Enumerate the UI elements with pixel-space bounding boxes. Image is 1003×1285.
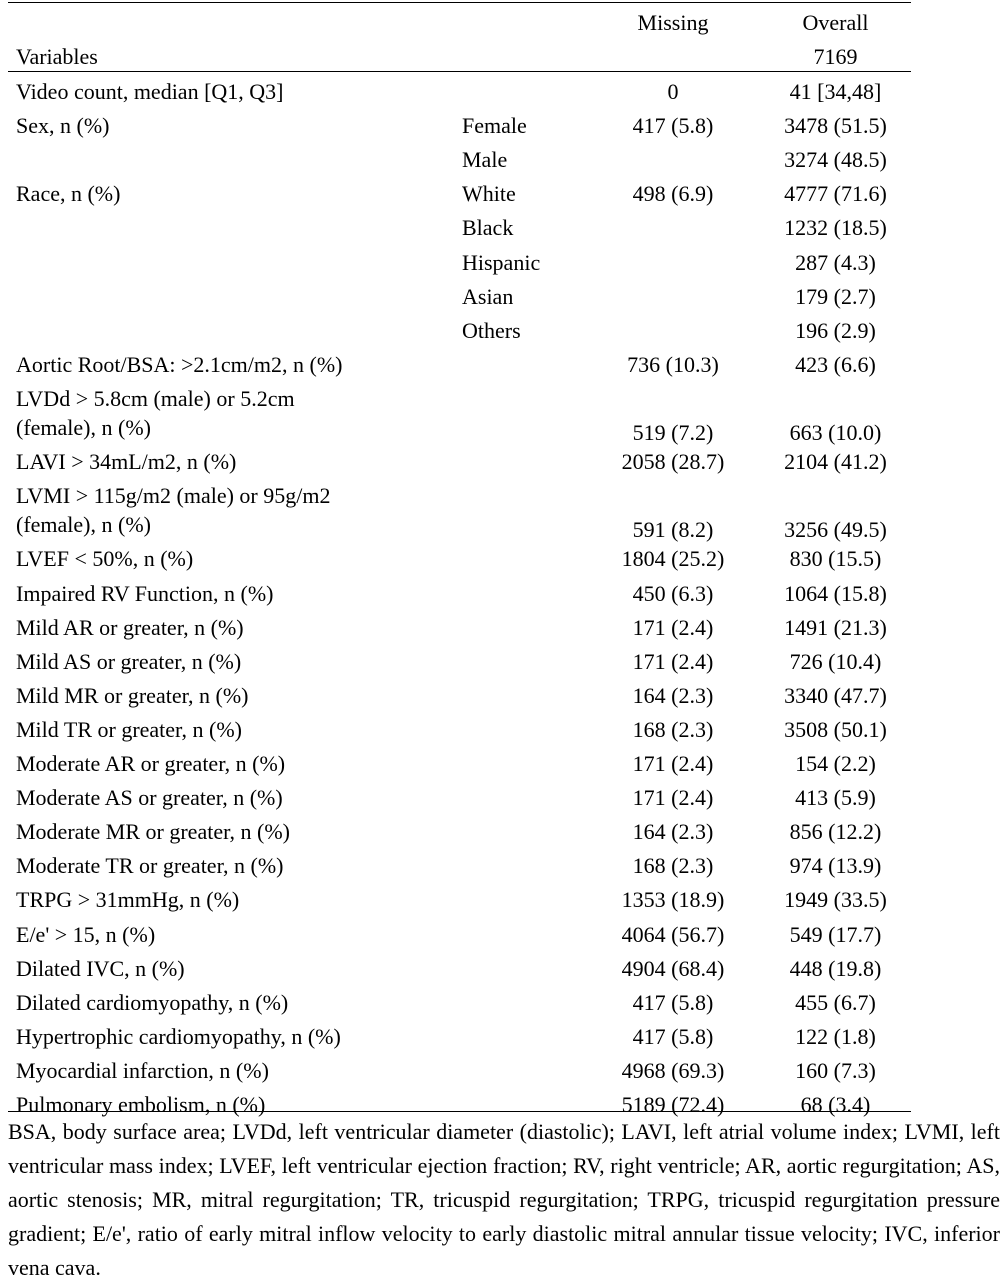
missing-cell: 417 (5.8) xyxy=(632,1023,714,1049)
missing-cell: 1804 (25.2) xyxy=(621,546,725,572)
overall-cell: 68 (3.4) xyxy=(800,1092,871,1117)
variable-cell: Moderate AS or greater, n (%) xyxy=(16,785,283,811)
level-cell: Asian xyxy=(462,283,514,309)
variable-cell: E/e' > 15, n (%) xyxy=(16,921,156,947)
overall-cell: 122 (1.8) xyxy=(795,1023,876,1049)
overall-cell: 287 (4.3) xyxy=(795,249,876,275)
missing-cell: 417 (5.8) xyxy=(632,989,714,1015)
variable-cell: Hypertrophic cardiomyopathy, n (%) xyxy=(16,1023,341,1049)
variable-cell: Sex, n (%) xyxy=(16,113,110,139)
level-cell: Others xyxy=(462,317,521,343)
variable-cell: Aortic Root/BSA: >2.1cm/m2, n (%) xyxy=(16,351,343,377)
missing-cell: 417 (5.8) xyxy=(632,113,714,139)
overall-cell: 974 (13.9) xyxy=(789,853,882,879)
missing-cell: 171 (2.4) xyxy=(632,648,714,674)
header-variables: Variables xyxy=(16,44,98,69)
missing-cell: 171 (2.4) xyxy=(632,614,714,640)
variable-cell: Dilated IVC, n (%) xyxy=(16,955,185,981)
header-rule xyxy=(8,71,911,72)
level-cell: Female xyxy=(462,113,527,139)
variable-cell: Race, n (%) xyxy=(16,181,121,207)
overall-cell: 1491 (21.3) xyxy=(784,614,887,640)
variable-cell: LAVI > 34mL/m2, n (%) xyxy=(16,449,237,475)
variable-cell: Moderate TR or greater, n (%) xyxy=(16,853,284,879)
missing-cell: 164 (2.3) xyxy=(632,819,714,845)
overall-cell: 2104 (41.2) xyxy=(784,449,887,475)
header-overall: Overall xyxy=(802,10,869,35)
header-missing: Missing xyxy=(637,10,709,35)
variable-cell: TRPG > 31mmHg, n (%) xyxy=(16,887,240,913)
overall-cell: 179 (2.7) xyxy=(795,283,876,309)
level-cell: Black xyxy=(462,215,514,241)
variable-cell-line2: (female), n (%) xyxy=(16,512,151,538)
missing-cell: 450 (6.3) xyxy=(632,580,714,606)
missing-cell: 164 (2.3) xyxy=(632,682,714,708)
overall-cell: 830 (15.5) xyxy=(789,546,882,572)
missing-cell: 4904 (68.4) xyxy=(621,955,725,981)
overall-cell: 549 (17.7) xyxy=(789,921,882,947)
overall-cell: 154 (2.2) xyxy=(795,751,876,776)
overall-cell: 856 (12.2) xyxy=(789,819,882,845)
missing-cell: 498 (6.9) xyxy=(632,181,714,207)
variable-cell: Mild TR or greater, n (%) xyxy=(16,716,242,742)
level-cell: Hispanic xyxy=(462,249,541,275)
variable-cell: Myocardial infarction, n (%) xyxy=(16,1057,269,1083)
footnote: BSA, body surface area; LVDd, left ventricular diameter (diastolic); LAVI, left atrial volume index; LVMI, left ventricular mass index; LVEF, left ventricular ejection fraction; RV, right ventricle; AR, aortic regurgitation; AS, aortic stenosis; MR, mitral regurgitation; TR, tricuspid regurgitation; TRPG, tricuspid regurgitation pressure gradient; E/e', ratio of early mitral inflow velocity to early diastolic mitral annular tissue velocity; IVC, inferior vena cava. xyxy=(8,1119,1000,1280)
overall-cell: 455 (6.7) xyxy=(795,989,876,1015)
missing-cell: 168 (2.3) xyxy=(632,716,714,742)
variable-cell: Moderate AR or greater, n (%) xyxy=(16,751,286,776)
variable-cell: Mild AS or greater, n (%) xyxy=(16,648,242,674)
level-cell: White xyxy=(462,181,516,207)
overall-cell: 196 (2.9) xyxy=(795,317,876,343)
overall-cell: 4777 (71.6) xyxy=(784,181,887,207)
top-rule xyxy=(8,2,911,3)
bottom-rule xyxy=(8,1111,911,1112)
overall-cell: 1064 (15.8) xyxy=(784,580,887,606)
header-overall-n: 7169 xyxy=(813,44,858,69)
overall-cell: 3340 (47.7) xyxy=(784,682,887,708)
overall-cell: 448 (19.8) xyxy=(789,955,882,981)
missing-cell: 171 (2.4) xyxy=(632,785,714,811)
variable-cell: LVEF < 50%, n (%) xyxy=(16,546,194,572)
overall-cell: 413 (5.9) xyxy=(795,785,876,811)
level-cell: Male xyxy=(462,147,508,173)
overall-cell: 3508 (50.1) xyxy=(784,716,887,742)
variable-cell: LVDd > 5.8cm (male) or 5.2cm xyxy=(16,385,295,411)
variable-cell: Pulmonary embolism, n (%) xyxy=(16,1092,266,1117)
missing-cell: 2058 (28.7) xyxy=(621,449,725,475)
missing-cell: 736 (10.3) xyxy=(627,351,719,377)
missing-cell: 4064 (56.7) xyxy=(621,921,725,947)
missing-cell: 519 (7.2) xyxy=(632,420,714,445)
missing-cell: 0 xyxy=(667,79,679,104)
missing-cell: 168 (2.3) xyxy=(632,853,714,879)
missing-cell: 4968 (69.3) xyxy=(621,1057,725,1083)
overall-cell: 160 (7.3) xyxy=(795,1057,876,1083)
missing-cell: 1353 (18.9) xyxy=(621,887,725,913)
variable-cell: Impaired RV Function, n (%) xyxy=(16,580,274,606)
variable-cell: Mild MR or greater, n (%) xyxy=(16,682,249,708)
variable-cell: LVMI > 115g/m2 (male) or 95g/m2 xyxy=(16,483,331,509)
variable-cell: Video count, median [Q1, Q3] xyxy=(16,79,284,104)
overall-cell: 3256 (49.5) xyxy=(784,517,887,543)
overall-cell: 1232 (18.5) xyxy=(784,215,887,241)
overall-cell: 663 (10.0) xyxy=(789,420,882,445)
overall-cell: 423 (6.6) xyxy=(795,351,876,377)
variable-cell: Dilated cardiomyopathy, n (%) xyxy=(16,989,289,1015)
overall-cell: 3274 (48.5) xyxy=(784,147,887,173)
variable-cell: Mild AR or greater, n (%) xyxy=(16,614,244,640)
overall-cell: 1949 (33.5) xyxy=(784,887,887,913)
overall-cell: 3478 (51.5) xyxy=(784,113,887,139)
overall-cell: 726 (10.4) xyxy=(789,648,882,674)
missing-cell: 171 (2.4) xyxy=(632,751,714,776)
missing-cell: 5189 (72.4) xyxy=(621,1092,725,1117)
variable-cell-line2: (female), n (%) xyxy=(16,415,151,440)
missing-cell: 591 (8.2) xyxy=(632,517,714,543)
variable-cell: Moderate MR or greater, n (%) xyxy=(16,819,291,845)
overall-cell: 41 [34,48] xyxy=(789,79,882,104)
